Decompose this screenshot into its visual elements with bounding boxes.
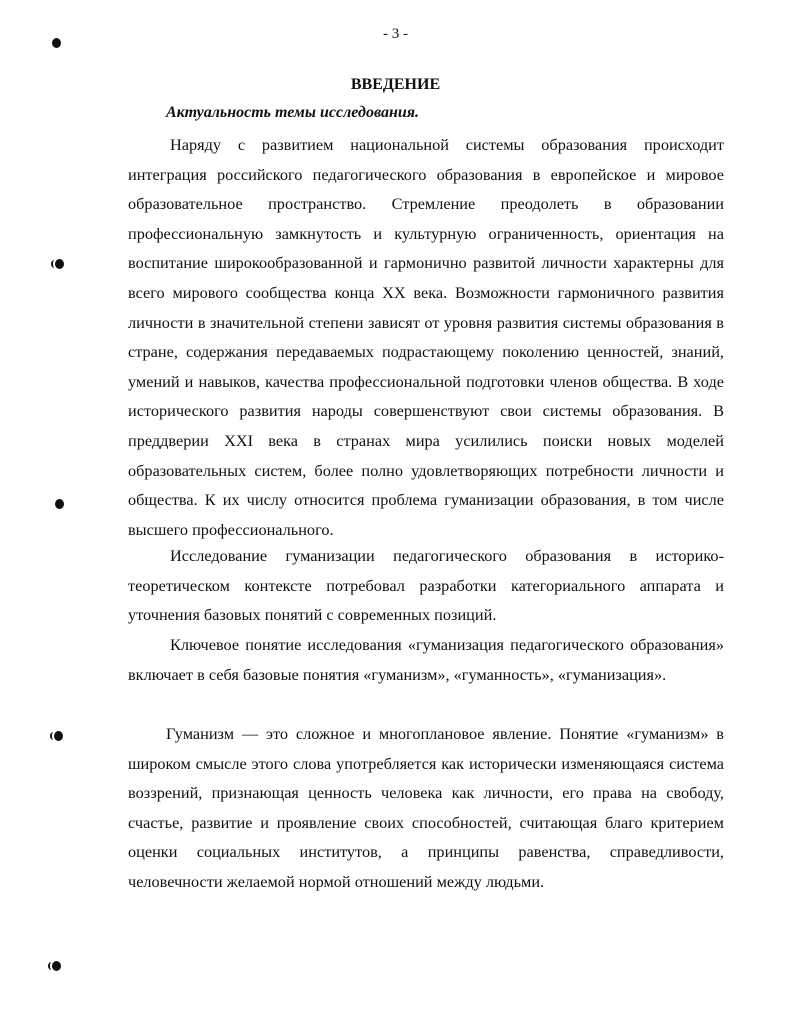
binding-hole-icon xyxy=(54,731,63,741)
binding-hole-icon xyxy=(52,961,61,971)
binding-hole-icon xyxy=(52,38,61,48)
paragraph-1: Наряду с развитием национальной системы образования происходит интеграция российского педагогического образования в европейское и мировое образовательное пространство. Стремление преодолеть в образовании профессиональную замкнутость и культурную ограниченность, ориентация на воспитание широкообразованной и гармонично развитой личности характерны для всего мирового сообщества конца XX века. Возможности гармоничного развития личности в значительной степени зависят от уровня развития системы образования в стране, содержания передаваемых подрастающему поколению ценностей, знаний, умений и навыков, качества профессиональной подготовки членов общества. В ходе исторического развития народы совершенствуют свои системы образования. В преддверии XXI века в странах мира усилились поиски новых моделей образовательных систем, более полно удовлетворяющих потребности личности и общества. К их числу относится проблема гуманизации образования, в том числе высшего профессионального. xyxy=(128,135,724,539)
binding-hole-icon xyxy=(55,499,64,509)
paragraph-2: Исследование гуманизации педагогического образования в историко-теоретическом контексте потребовал разработки категориального аппарата и уточнения базовых понятий с современных позиций. xyxy=(128,546,724,625)
page-title: ВВЕДЕНИЕ xyxy=(350,76,441,93)
binding-hole-icon xyxy=(55,259,64,269)
section-subheading: Актуальность темы исследования. xyxy=(166,104,419,121)
paragraph-3: Ключевое понятие исследования «гуманизация педагогического образования» включает в себя базовые понятия «гуманизм», «гуманность», «гуманизация». xyxy=(128,635,724,684)
page-number: - 3 - xyxy=(383,26,408,42)
paragraph-4: Гуманизм — это сложное и многоплановое явление. Понятие «гуманизм» в широком смысле этого слова употребляется как исторически изменяющаяся система воззрений, признающая ценность человека как личности, его права на свободу, счастье, развитие и проявление своих способностей, считающая благо критерием оценки социальных институтов, а принципы равенства, справедливости, человечности желаемой нормой отношений между людьми. xyxy=(128,724,724,891)
